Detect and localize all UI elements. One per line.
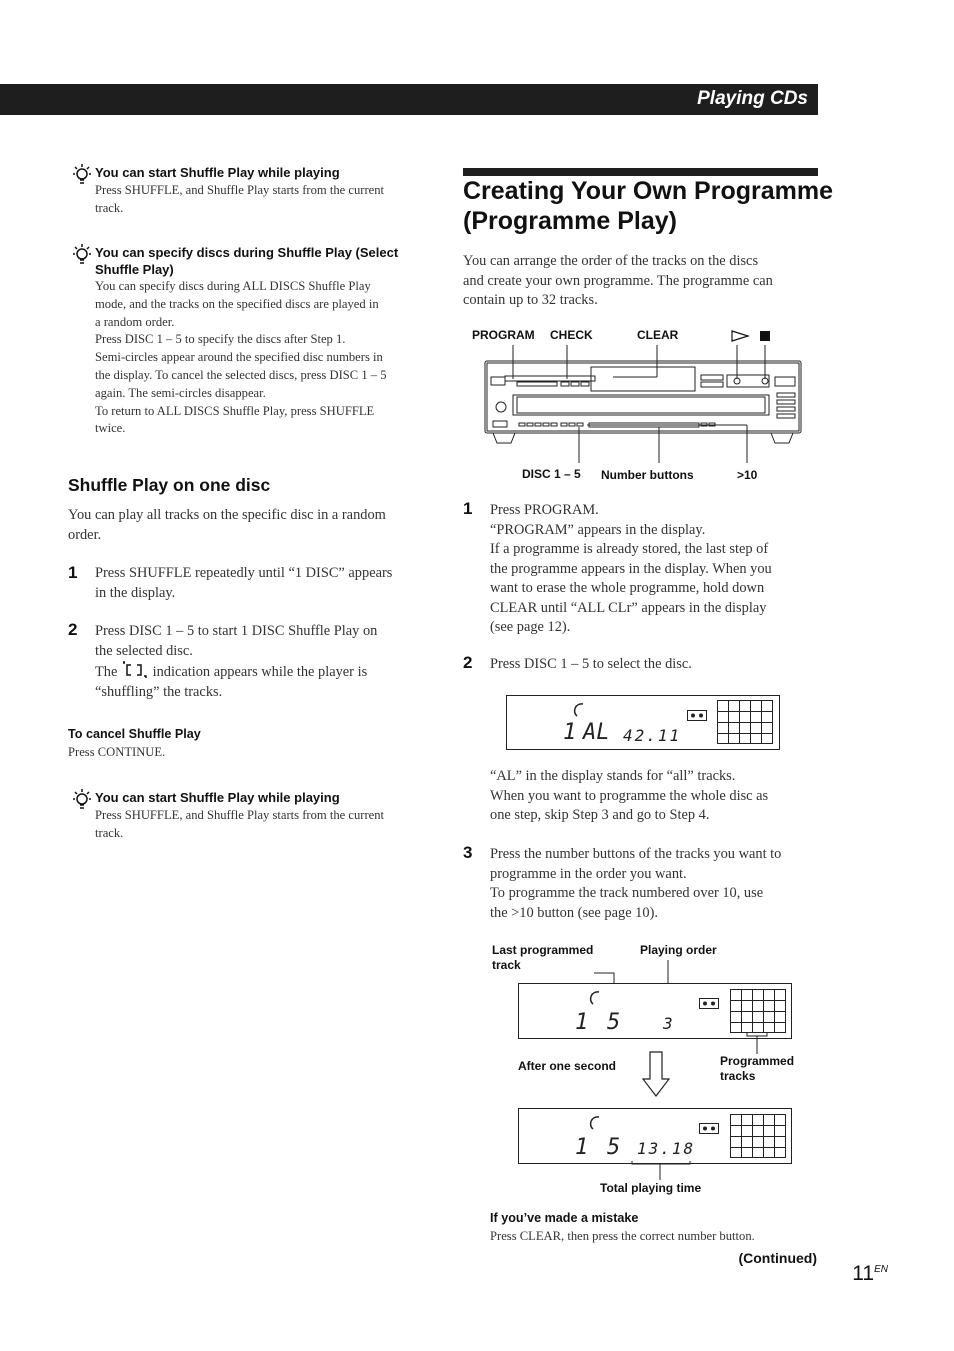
section-title: Playing CDs: [697, 88, 808, 109]
cassette-icon: [687, 710, 707, 721]
step-number: 2: [463, 653, 473, 672]
lcd-disc-number: 1: [563, 720, 577, 745]
disc-semicircle-icon: [571, 702, 587, 718]
step-number: 2: [68, 620, 78, 639]
step-number: 1: [463, 499, 473, 518]
step-text: Press DISC 1 – 5 to select the disc.: [490, 656, 692, 672]
disc-semicircle-icon: [587, 1115, 603, 1131]
label-number-buttons: Number buttons: [601, 468, 694, 482]
lcd-al: AL: [583, 720, 610, 745]
page-title: Creating Your Own Programme (Programme Play): [463, 177, 833, 235]
lcd-time: 42.11: [623, 726, 682, 745]
header-bar: [0, 84, 818, 115]
lcd-disc-number: 1: [575, 1135, 589, 1160]
step-text: Press the number buttons of the tracks you want to programme in the order you want. To programme the track numbered over 10, use the >10 button (see page 10).: [490, 846, 782, 921]
tip-body: You can specify discs during ALL DISCS Shuffle Play mode, and the tracks on the specified discs are played in a random order. Press DISC 1 – 5 to specify the discs after Step 1. Semi-circles appear around the specified disc numbers in the display. To cancel the selected discs, press DISC 1 – 5 again. The semi-circles disappear. To return to ALL DISCS Shuffle Play, press SHUFFLE twice.: [95, 279, 387, 436]
track-grid: [717, 700, 773, 744]
paragraph: You can play all tracks on the specific disc in a random order.: [68, 507, 386, 543]
subheading: To cancel Shuffle Play: [68, 727, 201, 741]
cassette-icon: [699, 998, 719, 1009]
tip-bulb-icon: [70, 163, 92, 189]
paragraph: Press CONTINUE.: [68, 745, 166, 759]
page-number: $11^{EN}$: [852, 1262, 888, 1285]
paragraph: Press CLEAR, then press the correct number button.: [490, 1229, 755, 1243]
lcd-display: [506, 695, 780, 750]
lcd-track: 5: [607, 1135, 621, 1160]
label-programmed-tracks: Programmed tracks: [720, 1054, 795, 1083]
tip-bulb-icon: [70, 788, 92, 814]
tip-title: You can start Shuffle Play while playing: [95, 165, 340, 180]
lcd-time: 13.18: [637, 1139, 696, 1158]
label-program: PROGRAM: [472, 328, 535, 342]
continued-label: (Continued): [738, 1250, 817, 1266]
tip-bulb-icon: [70, 243, 92, 269]
section-heading: Shuffle Play on one disc: [68, 475, 271, 495]
cd-player-diagram: [483, 345, 805, 475]
label-after-one-second: After one second: [518, 1059, 617, 1073]
tip-body: Press SHUFFLE, and Shuffle Play starts from the current track.: [95, 183, 385, 215]
leader-lines: [630, 1160, 694, 1182]
leader-lines: [745, 1030, 775, 1056]
step-number: 3: [463, 843, 473, 862]
label-last-programmed: Last programmed track: [492, 943, 594, 972]
cassette-icon: [699, 1123, 719, 1134]
tip-title: You can start Shuffle Play while playing: [95, 790, 340, 805]
tip-title: You can specify discs during Shuffle Play (Select Shuffle Play): [95, 245, 399, 277]
subheading: If you’ve made a mistake: [490, 1211, 639, 1225]
lcd-track: 5: [607, 1010, 621, 1035]
step-text: Press SHUFFLE repeatedly until “1 DISC” appears in the display.: [95, 565, 393, 601]
step-text: Press DISC 1 – 5 to start 1 DISC Shuffle Play on the selected disc. The indication appears while the player is “shuffling” the tracks.: [95, 623, 378, 700]
title-rule: [463, 168, 818, 176]
step-number: 1: [68, 563, 78, 582]
disc-semicircle-icon: [587, 990, 603, 1006]
label-gt10: >10: [737, 468, 758, 482]
step-text: Press PROGRAM. “PROGRAM” appears in the display. If a programme is already stored, the last step of the programme appears in the display. When you want to erase the whole programme, hold down CLEAR until “ALL CLr” appears in the display (see page 12).: [490, 502, 772, 635]
lcd-display: [518, 1108, 792, 1164]
shuffle-indicator-icon: [121, 661, 149, 679]
label-total-playing-time: Total playing time: [600, 1181, 702, 1195]
play-stop-icon: [730, 328, 772, 344]
label-clear: CLEAR: [637, 328, 679, 342]
label-check: CHECK: [550, 328, 593, 342]
tip-body: Press SHUFFLE, and Shuffle Play starts from the current track.: [95, 808, 385, 840]
track-grid: [730, 1114, 786, 1158]
track-grid: [730, 989, 786, 1033]
lcd-disc-number: 1: [575, 1010, 589, 1035]
label-disc: DISC 1 – 5: [522, 467, 581, 481]
paragraph: “AL” in the display stands for “all” tracks. When you want to programme the whole disc as one step, skip Step 3 and go to Step 4.: [490, 768, 769, 823]
label-playing-order: Playing order: [640, 943, 717, 957]
down-arrow-icon: [642, 1051, 670, 1097]
lcd-order: 3: [663, 1014, 673, 1033]
paragraph: You can arrange the order of the tracks on the discs and create your own programme. The programme can contain up to 32 tracks.: [463, 253, 773, 308]
